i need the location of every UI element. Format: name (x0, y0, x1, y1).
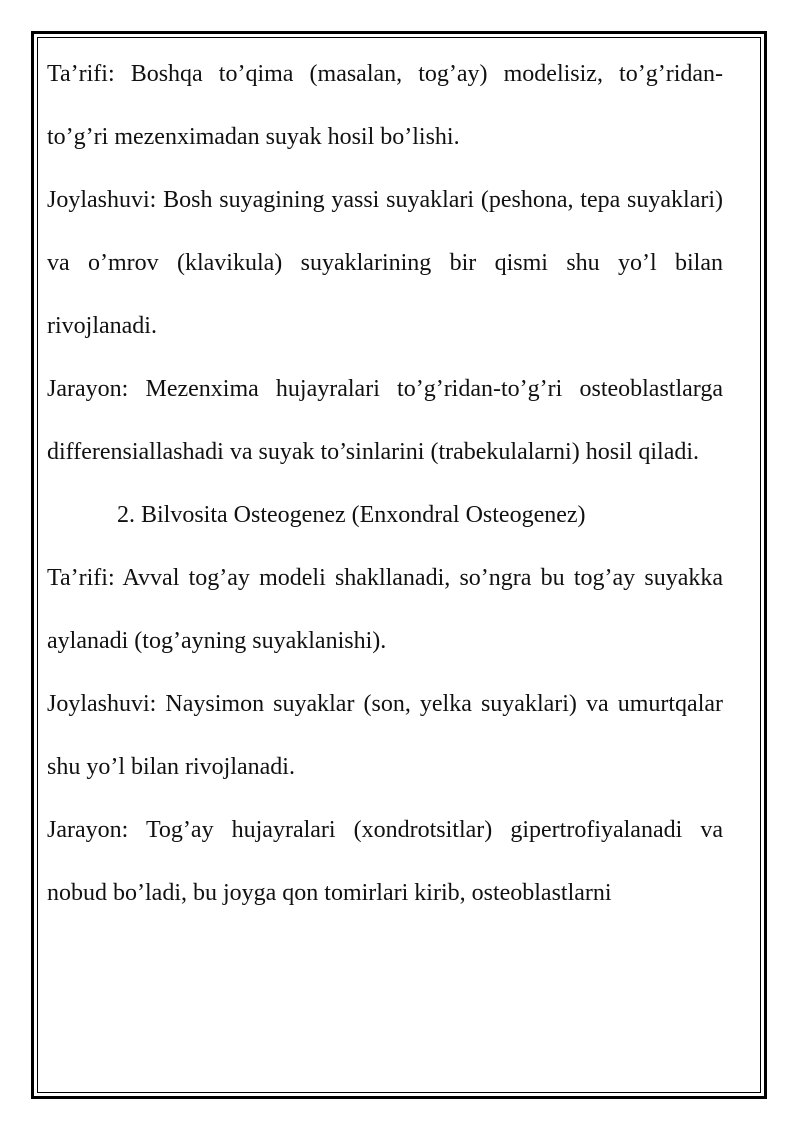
section-heading (47, 484, 723, 547)
section-number: 2. (117, 502, 135, 528)
direct-definition-paragraph: Ta’rifi: Boshqa to’qima (masalan, tog’ay) modelisiz, to’g’ridan-to’g’ri mezenximadan suyak hosil bo’lishi. (47, 61, 723, 150)
indirect-process-paragraph: Jarayon: Tog’ay hujayralari (xondrotsitlar) gipertrofiyalanadi va nobud bo’ladi, bu joyga qon tomirlari kirib, osteoblastlarni (47, 817, 723, 906)
direct-location-paragraph: Joylashuvi: Bosh suyagining yassi suyaklari (peshona, tepa suyaklari) va o’mrov (klavikula) suyaklarining bir qismi shu yo’l bilan rivojlanadi. (47, 187, 723, 339)
indirect-location-paragraph: Joylashuvi: Naysimon suyaklar (son, yelka suyaklari) va umurtqalar shu yo’l bilan rivojlanadi. (47, 691, 723, 780)
direct-process-paragraph: Jarayon: Mezenxima hujayralari to’g’ridan-to’g’ri osteoblastlarga differensiallashadi va suyak to’sinlarini (trabekulalarni) hosil qiladi. (47, 376, 723, 465)
document-body (47, 43, 723, 925)
indirect-definition-paragraph: Ta’rifi: Avval tog’ay modeli shakllanadi, so’ngra bu tog’ay suyakka aylanadi (tog’ayning suyaklanishi). (47, 565, 723, 654)
section-title: Bilvosita Osteogenez (Enxondral Osteogenez) (141, 502, 586, 528)
